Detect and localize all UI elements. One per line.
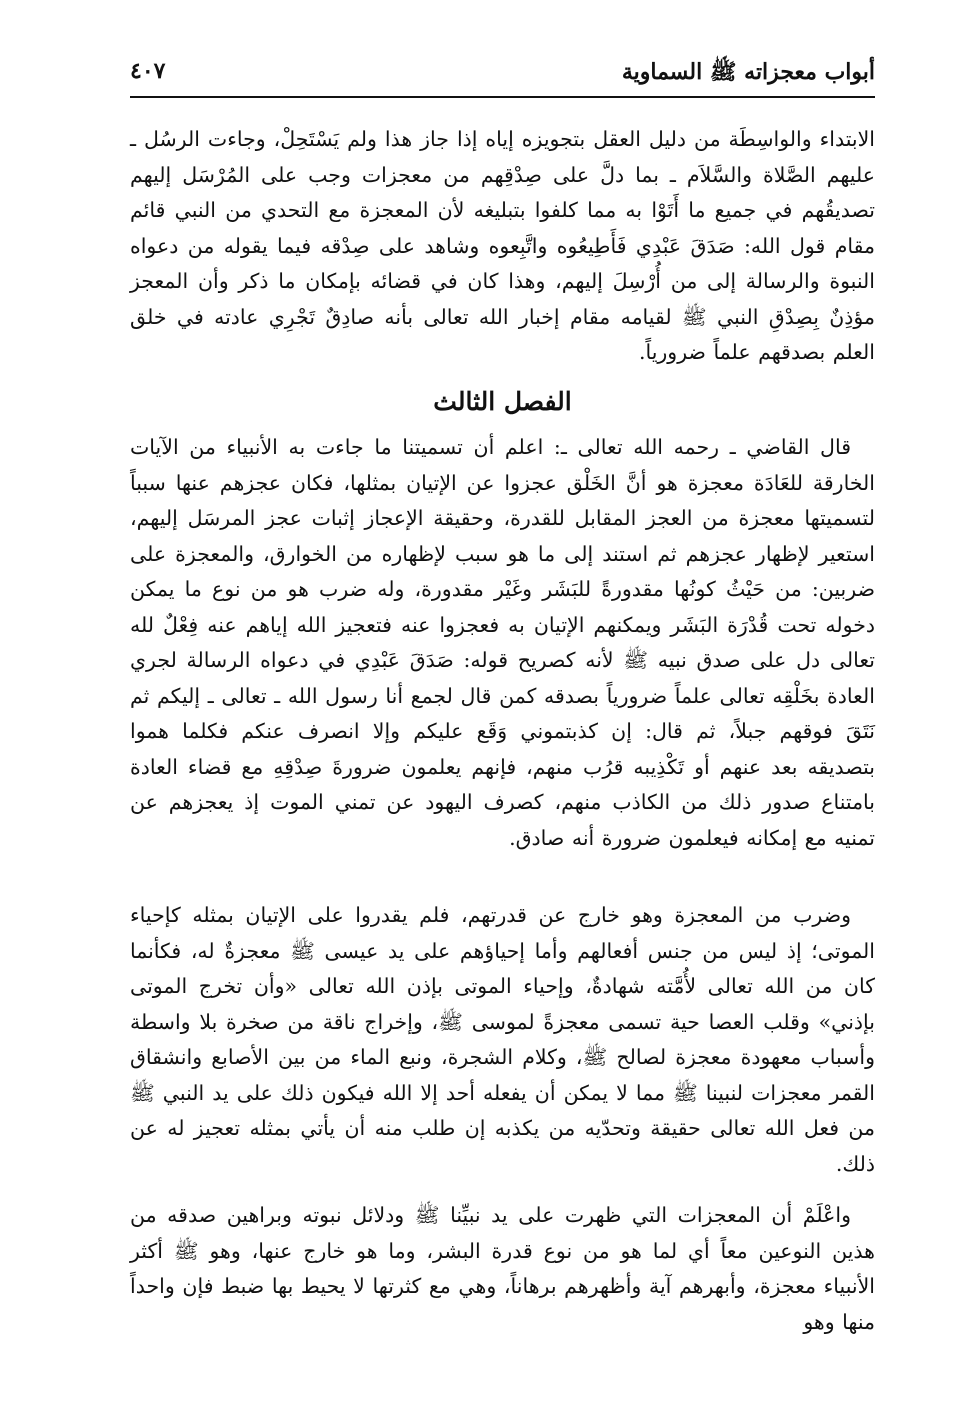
paragraph: قال القاضي ـ رحمه الله تعالى ـ: اعلم أن تسميتنا ما جاءت به الأنبياء من الآيات الخارقة للعَادَة معجزة هو أنَّ الخَلْق عجزوا عن الإتيان بمثلها، فكان عجزهم عنها سبباً لتسميتها معجزة من العجز المقابل للقدرة، وحقيقة الإعجاز إثبات عجز المرسَل إليهم، استعير لإظهار عجزهم ثم استند إلى ما هو سبب لإظهاره من الخوارق، والمعجزة على ضربين: من حَيْثُ كونُها مقدورةً للبَشَر وغَيْر مقدورة، وله ضرب هو من نوع ما يمكن دخوله تحت قُدْرَة البَشَر ويمكنهم الإتيان به فعجزوا عنه فتعجيز الله إياهم عنه فِعْلٌ لله تعالى دل على صدق نبيه ﷺ لأنه كصريح قوله: صَدَقَ عَبْدِي في دعواه الرسالة لجري العادة بخَلْقِه تعالى علماً ضرورياً بصدقه كمن قال لجمع أنا رسول الله ـ تعالى ـ إليكم ثم نَتَقَ فوقهم جبلاً، ثم قال: إن كذبتموني وَقَع عليكم وإلا انصرف عنكم فكلما هموا بتصديقه بعد عنهم أو تَكْذِيبه قرُب منهم، فإنهم يعلمون ضرورةَ صِدْقِهِ مع قضاء العادة بامتناع صدور ذلك من الكاذب منهم، كصرف اليهود عن تمني الموت إذ يعجزهم عن تمنيه مع إمكانه فيعلمون ضرورة أنه صادق. (130, 435, 875, 850)
text-block-closing (130, 1198, 875, 1340)
chapter-title: الفصل الثالث (433, 387, 572, 416)
page-header (130, 52, 875, 98)
paragraph: واعْلَمْ أن المعجزات التي ظهرت على يد نبيِّنا ﷺ ودلائل نبوته وبراهين صدقه من هذين النوعين معاً أي لما هو من نوع قدرة البشر، وما هو خارج عنها، وهو ﷺ أكثر الأنبياء معجزة، وأبهرهم آية وأظهرهم برهاناً، وهي مع كثرتها لا يحيط بها ضبط فإن واحداً منها وهو (130, 1203, 875, 1334)
paragraph: وضرب من المعجزة وهو خارج عن قدرتهم، فلم يقدروا على الإتيان بمثله كإحياء الموتى؛ إذ ليس من جنس أفعالهم وأما إحياؤهم على يد عيسى ﷺ معجزةٌ له، فكأنما كان من الله تعالى لأُمَّته شهادةٌ، وإحياء الموتى بإذن الله تعالى «وأن تخرج الموتى بإذني» وقلب العصا حية تسمى معجزةً لموسى ﷺ، وإخراج ناقة من صخرة بلا واسطة وأسباب معهودة معجزة لصالح ﷺ، وكلام الشجرة، ونبع الماء من بين الأصابع وانشقاق القمر معجزات لنبينا ﷺ مما لا يمكن أن يفعله أحد إلا الله فيكون ذلك على يد النبي ﷺ من فعل الله تعالى حقيقة وتحدّيه من يكذبه إن طلب منه أن يأتي بمثله تعجيز له عن ذلك. (130, 903, 875, 1176)
running-title: أبواب معجزاته ﷺ السماوية (621, 59, 875, 85)
text-block-second-type (130, 898, 875, 1182)
paragraph: الابتداء والواسِطَة من دليل العقل بتجويزه إياه إذا جاز هذا ولم يَسْتَحِلْ، وجاءت الرسُل ـ عليهم الصَّلاة والسَّلاَم ـ بما دلَّ على صِدْقِهم من معجزات وجب على المُرْسَل إليهم تصديقُهم في جميع ما أَتَوْا به مما كلفوا بتبليغه لأن المعجزة مع التحدي من النبي قائم مقام قول الله: صَدَقَ عَبْدِي فَأَطِيعُوه واتَّبِعوه وشاهد على صِدْقه فيما يقوله من دعواه النبوة والرسالة إلى من أُرْسِلَ إليهم، وهذا كان في قضائه بإمكان ما ذكر وأن المعجز مؤذِنٌ بِصِدْقِ النبي ﷺ لقيامه مقام إخبار الله تعالى بأنه صادِقٌ تَجْرِي عادته في خلق العلم بصدقهم علماً ضرورياً. (130, 127, 875, 364)
text-block-intro (130, 122, 875, 371)
page-number: ٤٠٧ (130, 58, 166, 84)
text-block-chapter (130, 430, 875, 856)
